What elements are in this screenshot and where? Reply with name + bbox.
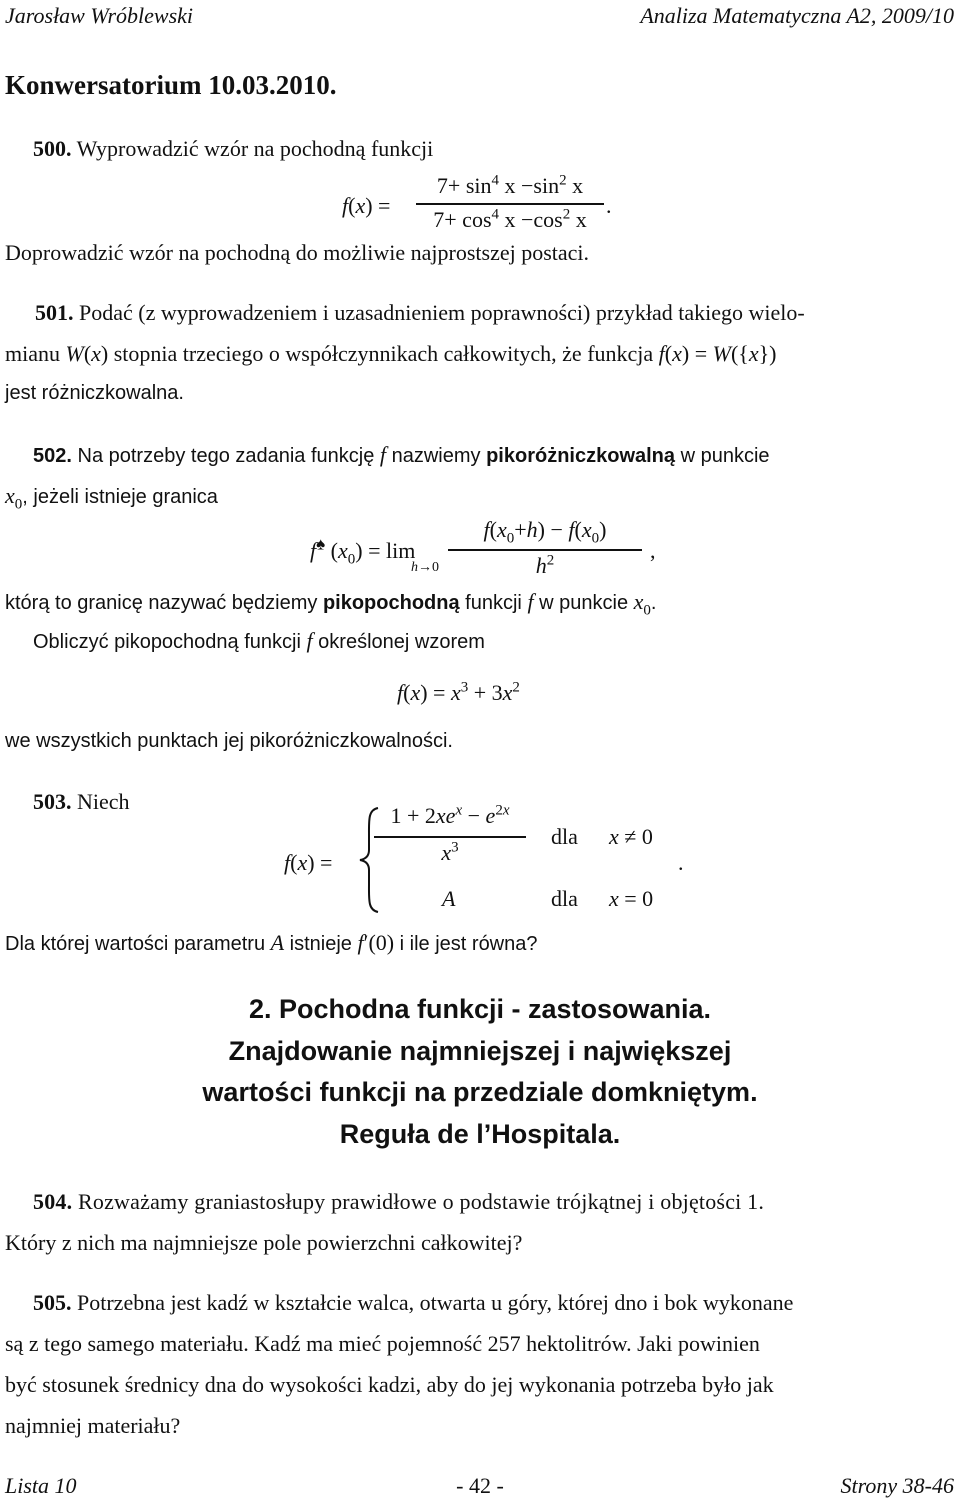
problem-501-line3: jest różniczkowalna.: [5, 382, 184, 404]
problem-501-line1: 501. Podać (z wyprowadzeniem i uzasadnieniem poprawności) przykład takiego wielo-: [35, 300, 805, 325]
problem-502-number: 502.: [33, 445, 72, 467]
problem-501-line2: mianu W(x) stopnia trzeciego o współczynnikach całkowitych, że funkcja f(x) = W({x}): [5, 341, 777, 366]
footer-page-number: - 42 -: [456, 1473, 504, 1498]
problem-505-number: 505.: [33, 1290, 72, 1315]
header-course: Analiza Matematyczna A2, 2009/10: [640, 3, 954, 28]
section-heading-2: Znajdowanie najmniejszej i największej: [228, 1036, 732, 1066]
problem-504-number: 504.: [33, 1189, 73, 1214]
problem-501-number: 501.: [35, 300, 74, 325]
problem-502-line1: 502. Na potrzeby tego zadania funkcję f nazwiemy pikoróżniczkowalną w punkcie: [33, 442, 770, 467]
problem-505-line4: najmniej materiału?: [5, 1413, 181, 1438]
problem-502-function: $f(x) = x^3 + 3x^2$: [397, 679, 520, 705]
problem-505-line1: 505. Potrzebna jest kadź w kształcie walca, otwarta u góry, której dno i bok wykonane: [33, 1290, 794, 1315]
problem-503-question: Dla której wartości parametru A istnieje f′(0) i ile jest równa?: [5, 930, 538, 955]
problem-502-line3: którą to granicę nazywać będziemy pikopochodną funkcji f w punkcie $x_0$.: [5, 589, 657, 619]
term-pikorozniczkowalna: pikoróżniczkowalną: [486, 445, 676, 467]
problem-505-line3: być stosunek średnicy dna do wysokości kadzi, aby do jej wykonania potrzeba było jak: [5, 1372, 774, 1397]
problem-500-number: 500.: [33, 136, 72, 161]
problem-503-number: 503.: [33, 789, 72, 814]
section-heading-4: Reguła de l’Hospitala.: [339, 1119, 621, 1149]
problem-500-text: Wyprowadzić wzór na pochodną funkcji: [76, 136, 434, 161]
footer-pages: Strony 38-46: [840, 1473, 954, 1498]
page-title: Konwersatorium 10.03.2010.: [5, 70, 337, 100]
problem-502-line5: we wszystkich punktach jej pikoróżniczkowalności.: [5, 730, 453, 752]
term-pikopochodna: pikopochodną: [322, 592, 460, 614]
problem-500-line1: [5, 136, 955, 162]
section-heading-1: 2. Pochodna funkcji - zastosowania.: [248, 994, 712, 1024]
problem-502-line2: $x_0$, jeżeli istnieje granica: [5, 483, 218, 513]
problem-502-line4: Obliczyć pikopochodną funkcji f określonej wzorem: [33, 628, 485, 653]
header-author: Jarosław Wróblewski: [5, 3, 194, 28]
problem-500-line2: Doprowadzić wzór na pochodną do możliwie najprostszej postaci.: [5, 240, 590, 265]
problem-504-line1: 504. Rozważamy graniastosłupy prawidłowe o podstawie trójkątnej i objętości 1.: [33, 1189, 765, 1214]
section-heading-3: wartości funkcji na przedziale domkniętym.: [202, 1077, 758, 1107]
footer-list: Lista 10: [5, 1473, 77, 1498]
problem-505-line2: są z tego samego materiału. Kadź ma mieć pojemność 257 hektolitrów. Jaki powinien: [5, 1331, 760, 1356]
problem-503-line1: 503. Niech: [33, 789, 130, 814]
problem-504-line2: Który z nich ma najmniejsze pole powierzchni całkowitej?: [5, 1230, 523, 1255]
